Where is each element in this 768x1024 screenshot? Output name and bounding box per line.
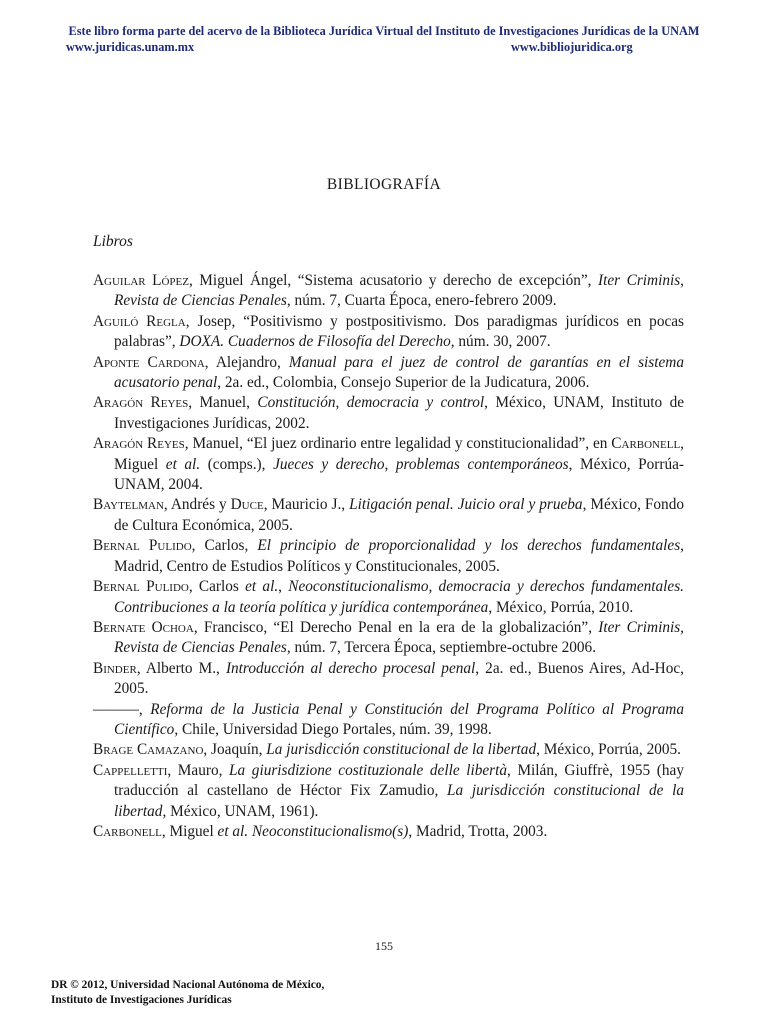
entry-tail: , México, UNAM, Instituto de Investigaciones Jurídicas, 2002. <box>114 394 685 432</box>
bibliography-entry <box>93 353 684 394</box>
entry-rest: , Alberto M., <box>136 659 226 677</box>
bibliography-entry <box>93 393 684 434</box>
bibliography-list <box>93 271 684 842</box>
header-links <box>0 40 768 56</box>
bibliography-entry <box>93 495 684 536</box>
entry-title: El principio de proporcionalidad y los derechos fundamentales <box>257 537 681 555</box>
entry-rest: , Miguel Ángel, “Sistema acusatorio y derecho de excepción”, <box>188 272 599 289</box>
entry-rest: , Carlos, <box>191 537 258 555</box>
entry-title: Iter Criminis, Revista de Ciencias Penales <box>114 618 684 657</box>
bibliography-entry <box>93 700 684 741</box>
entry-rest: , Manuel, <box>188 394 258 412</box>
entry-title: Neoconstitucionalismo(s) <box>251 822 409 840</box>
entry-tail: , Milán, Giuffrè, 1955 (hay traducción al castellano de Héctor Fix Zamudio, <box>114 761 684 800</box>
juridicas-link[interactable]: www.juridicas.unam.mx <box>66 40 195 54</box>
entry-surname2: Duce <box>230 496 264 514</box>
page-header <box>0 24 768 56</box>
entry-surname: Bernate Ochoa <box>93 618 194 636</box>
entry-tail: , México, Fondo de Cultura Económica, 2005. <box>114 496 684 534</box>
entry-tail2: , México, UNAM, 1961). <box>162 802 319 820</box>
entry-tail: , núm. 7, Tercera Época, septiembre-octubre 2006. <box>286 639 597 657</box>
entry-surname: Aragón Reyes <box>93 394 189 412</box>
footer-line-2: Instituto de Investigaciones Jurídicas <box>51 994 232 1006</box>
entry-title: Introducción al derecho procesal penal <box>225 659 476 677</box>
entry-title: Litigación penal. Juicio oral y prueba <box>349 496 583 514</box>
bibliography-entry <box>93 761 684 822</box>
entry-surname: Bernal Pulido <box>93 537 192 555</box>
entry-tail: , Chile, Universidad Diego Portales, núm. 39, 1998. <box>174 720 492 738</box>
bibliography-entry <box>93 740 684 760</box>
entry-editor-tail: (comps.), <box>200 455 274 473</box>
bibliojuridica-link[interactable]: www.bibliojuridica.org <box>511 40 633 54</box>
entry-surname: Binder <box>93 659 137 677</box>
entry-tail: , núm. 7, Cuarta Época, enero-febrero 2009. <box>286 292 557 310</box>
library-notice: Este libro forma parte del acervo de la Biblioteca Jurídica Virtual del Instituto de Investigaciones Jurídicas de la UNAM <box>68 24 700 38</box>
entry-surname: Baytelman <box>93 496 164 514</box>
page-number: 155 <box>375 939 393 953</box>
entry-etal: et al. <box>245 578 279 596</box>
entry-surname: Aguilar López <box>93 272 189 289</box>
entry-tail: , 2a. ed., Colombia, Consejo Superior de la Judicatura, 2006. <box>217 374 590 392</box>
entry-rest2: , Mauricio J., <box>263 496 350 514</box>
bibliography-entry <box>93 659 684 700</box>
entry-surname: Cappelletti <box>93 761 168 779</box>
entry-rest: , Josep, “Positivismo y postpositivismo. Dos paradigmas jurídicos en pocas palabras”, <box>114 312 684 351</box>
entry-surname: Aponte Cardona <box>93 353 205 371</box>
section-heading: Libros <box>93 233 133 250</box>
entry-tail: , Madrid, Centro de Estudios Políticos y Constitucionales, 2005. <box>114 537 684 575</box>
bibliography-entry <box>93 822 684 842</box>
entry-rest: , Manuel, “El juez ordinario entre legalidad y constitucionalidad”, en <box>184 435 612 453</box>
entry-rest: , Carlos <box>188 578 246 596</box>
entry-title: Iter Criminis, Revista de Ciencias Penales <box>114 272 684 310</box>
entry-title: Jueces y derecho, problemas contemporáneos <box>273 455 569 473</box>
bibliography-entry <box>93 577 684 618</box>
entry-rest: , Francisco, “El Derecho Penal en la era de la globalización”, <box>193 618 599 636</box>
entry-rest: , Andrés y <box>163 496 231 514</box>
bibliography-entry <box>93 618 684 659</box>
entry-tail: , núm. 30, 2007. <box>450 333 551 351</box>
entry-tail: , Madrid, Trotta, 2003. <box>408 822 548 840</box>
bibliography-entry <box>93 434 684 495</box>
footer-line-1: DR © 2012, Universidad Nacional Autónoma de México, <box>51 979 325 991</box>
entry-tail: , 2a. ed., Buenos Aires, Ad-Hoc, 2005. <box>114 659 684 698</box>
entry-editor: Carbonell <box>611 435 681 453</box>
entry-title: La jurisdicción constitucional de la libertad <box>266 741 537 759</box>
entry-tail: , México, Porrúa, 2005. <box>536 741 681 759</box>
entry-rest: , Joaquín, <box>203 741 267 759</box>
entry-title: Manual para el juez de control de garantías en el sistema acusatorio penal <box>114 353 684 392</box>
entry-rest2: , <box>278 578 289 596</box>
page-title: BIBLIOGRAFÍA <box>326 176 442 193</box>
entry-title: Reforma de la Justicia Penal y Constitución del Programa Político al Programa Científico <box>114 700 684 738</box>
entry-tail: , México, Porrúa-UNAM, 2004. <box>114 455 685 494</box>
entry-surname: Brage Camazano <box>93 741 204 759</box>
bibliography-entry <box>93 536 684 577</box>
entry-rest: , <box>138 700 151 718</box>
bibliography-entry <box>93 271 684 312</box>
entry-surname: Aragón Reyes <box>93 435 185 453</box>
copyright-footer <box>51 978 324 1008</box>
entry-title: DOXA. Cuadernos de Filosofía del Derecho <box>179 333 451 351</box>
entry-editor-rest: , Miguel <box>114 435 684 473</box>
entry-surname: Aguiló Regla <box>93 312 186 330</box>
entry-title: Constitución, democracia y control <box>257 394 485 412</box>
bibliography-entry <box>93 312 684 353</box>
entry-rest: , Alejandro, <box>204 353 289 371</box>
entry-title2: La jurisdicción constitucional de la libertad <box>114 782 684 820</box>
entry-title: Neoconstitucionalismo, democracia y derechos fundamentales. Contribuciones a la teoría política y jurídica contemporánea <box>114 578 685 616</box>
entry-title: La giurisdizione costituzionale delle libertà <box>229 761 508 779</box>
entry-surname: Carbonell <box>93 822 162 840</box>
entry-surname: ——— <box>93 700 139 718</box>
entry-surname: Bernal Pulido <box>93 578 189 596</box>
entry-rest: , Mauro, <box>167 761 230 779</box>
entry-etal: et al. <box>217 822 249 840</box>
entry-rest: , Miguel <box>161 822 218 840</box>
entry-tail: , México, Porrúa, 2010. <box>488 598 634 616</box>
entry-etal: et al. <box>165 455 201 473</box>
